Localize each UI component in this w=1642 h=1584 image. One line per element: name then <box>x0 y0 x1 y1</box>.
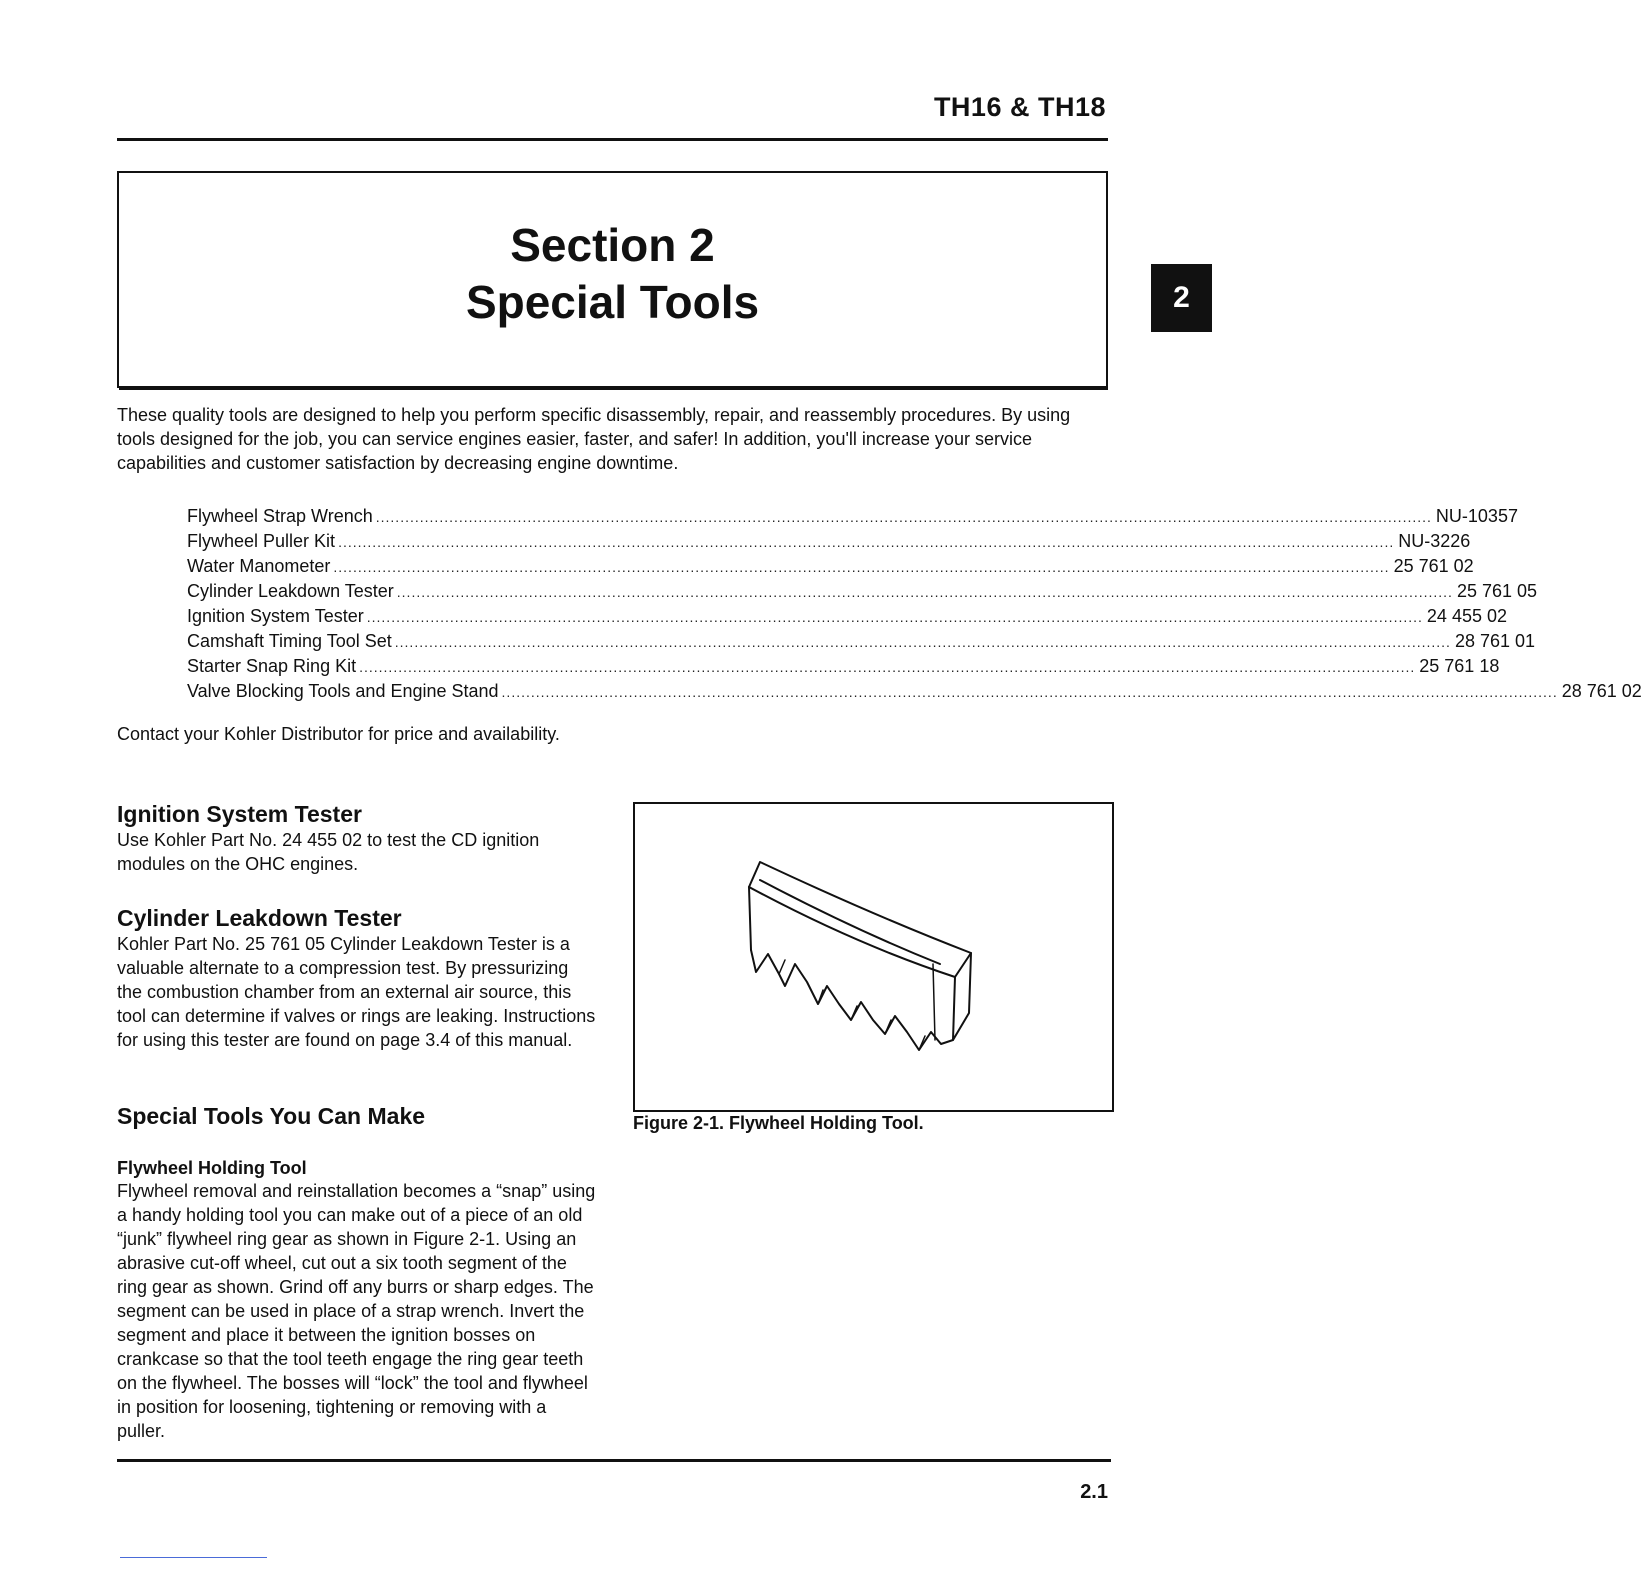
figure-caption: Figure 2-1. Flywheel Holding Tool. <box>633 1113 924 1133</box>
dot-leader: ........................................................................................................................................................................................................................ <box>333 559 1390 575</box>
tool-name: Ignition System Tester <box>187 606 364 626</box>
tool-name: Water Manometer <box>187 556 331 576</box>
list-item <box>187 629 1536 654</box>
list-item <box>187 529 1471 554</box>
section-number: Section 2 <box>510 219 715 271</box>
dot-leader: ........................................................................................................................................................................................................................ <box>501 684 1558 700</box>
figure-frame <box>633 802 1114 1112</box>
segment-front-arc <box>749 887 955 977</box>
ignition-tester-text: Use Kohler Part No. 24 455 02 to test the CD ignition modules on the OHC engines. <box>117 830 540 874</box>
tool-part-number: 25 761 18 <box>1419 656 1500 676</box>
tool-list <box>187 504 1642 704</box>
holding-tool-section <box>117 1157 597 1443</box>
manual-model-title: TH16 & TH18 <box>933 92 1106 122</box>
holding-tool-text: Flywheel removal and reinstallation becomes a “snap” using a handy holding tool you can make out of a piece of an old “junk” flywheel ring gear as shown in Figure 2-1. Using an abrasive cut-off wheel, cut out a six tooth segment of the ring gear as shown. Grind off any burrs or sharp edges. The segment can be used in place of a strap wrench. Invert the segment and place it between the ignition bosses on crankcase so that the tool teeth engage the ring gear teeth on the flywheel. The bosses will “lock” the tool and flywheel in position for loosening, tightening or removing with a puller. <box>117 1181 596 1441</box>
tool-part-number: 25 761 05 <box>1456 581 1538 601</box>
ignition-tester-heading: Ignition System Tester <box>117 801 362 827</box>
leakdown-tester-text: Kohler Part No. 25 761 05 Cylinder Leakdown Tester is a valuable alternate to a compression test. By pressurizing the combustion chamber from an external air source, this tool can determine if valves or rings are leaking. Instructions for using this tester are found on page 3.4 of this manual. <box>117 934 596 1050</box>
scan-artifact-line <box>120 1557 267 1558</box>
list-item <box>187 604 1507 629</box>
section-title-box <box>117 171 1108 388</box>
list-item <box>187 654 1500 679</box>
dot-leader: ........................................................................................................................................................................................................................ <box>375 509 1432 525</box>
tool-part-number: 25 761 02 <box>1393 556 1474 576</box>
segment-left-end <box>749 887 751 950</box>
dot-leader: ........................................................................................................................................................................................................................ <box>366 609 1423 625</box>
tool-name: Camshaft Timing Tool Set <box>187 631 392 651</box>
list-item <box>187 554 1474 579</box>
tool-part-number: 28 761 01 <box>1454 631 1536 651</box>
dot-leader: ........................................................................................................................................................................................................................ <box>338 534 1395 550</box>
ring-gear-segment-illustration <box>635 804 1112 1110</box>
header-rule <box>117 138 1108 141</box>
tool-part-number: NU-3226 <box>1398 531 1471 551</box>
list-item <box>187 679 1642 704</box>
segment-inner-arc <box>760 880 940 964</box>
dot-leader: ........................................................................................................................................................................................................................ <box>396 584 1453 600</box>
tool-part-number: NU-10357 <box>1435 506 1518 526</box>
tool-name: Valve Blocking Tools and Engine Stand <box>187 681 499 701</box>
leakdown-tester-heading: Cylinder Leakdown Tester <box>117 905 402 931</box>
make-tools-section <box>117 1102 597 1130</box>
section-tab: 2 <box>1151 264 1212 332</box>
ignition-tester-section <box>117 800 597 876</box>
dot-leader: ........................................................................................................................................................................................................................ <box>359 659 1416 675</box>
tool-name: Starter Snap Ring Kit <box>187 656 357 676</box>
tool-part-number: 24 455 02 <box>1426 606 1507 626</box>
holding-tool-heading: Flywheel Holding Tool <box>117 1158 307 1178</box>
footer-rule <box>117 1459 1111 1462</box>
list-item <box>187 504 1518 529</box>
intro-paragraph: These quality tools are designed to help you perform specific disassembly, repair, and reassembly procedures. By using tools designed for the job, you can service engines easier, faster, and safer! In addition, you'll increase your service capabilities and customer satisfaction by decreasing engine downtime. <box>117 405 1071 473</box>
leakdown-tester-section <box>117 904 597 1052</box>
tool-part-number: 28 761 02 <box>1561 681 1642 701</box>
dot-leader: ........................................................................................................................................................................................................................ <box>394 634 1451 650</box>
section-title: Special Tools <box>465 276 760 328</box>
tool-name: Flywheel Puller Kit <box>187 531 336 551</box>
tool-name: Flywheel Strap Wrench <box>187 506 373 526</box>
page-number: 2.1 <box>1080 1481 1108 1503</box>
contact-note: Contact your Kohler Distributor for price and availability. <box>117 724 560 744</box>
segment-end-edge <box>933 964 935 1040</box>
tool-name: Cylinder Leakdown Tester <box>187 581 394 601</box>
segment-top-face <box>749 862 971 977</box>
make-tools-heading: Special Tools You Can Make <box>117 1103 426 1129</box>
list-item <box>187 579 1538 604</box>
